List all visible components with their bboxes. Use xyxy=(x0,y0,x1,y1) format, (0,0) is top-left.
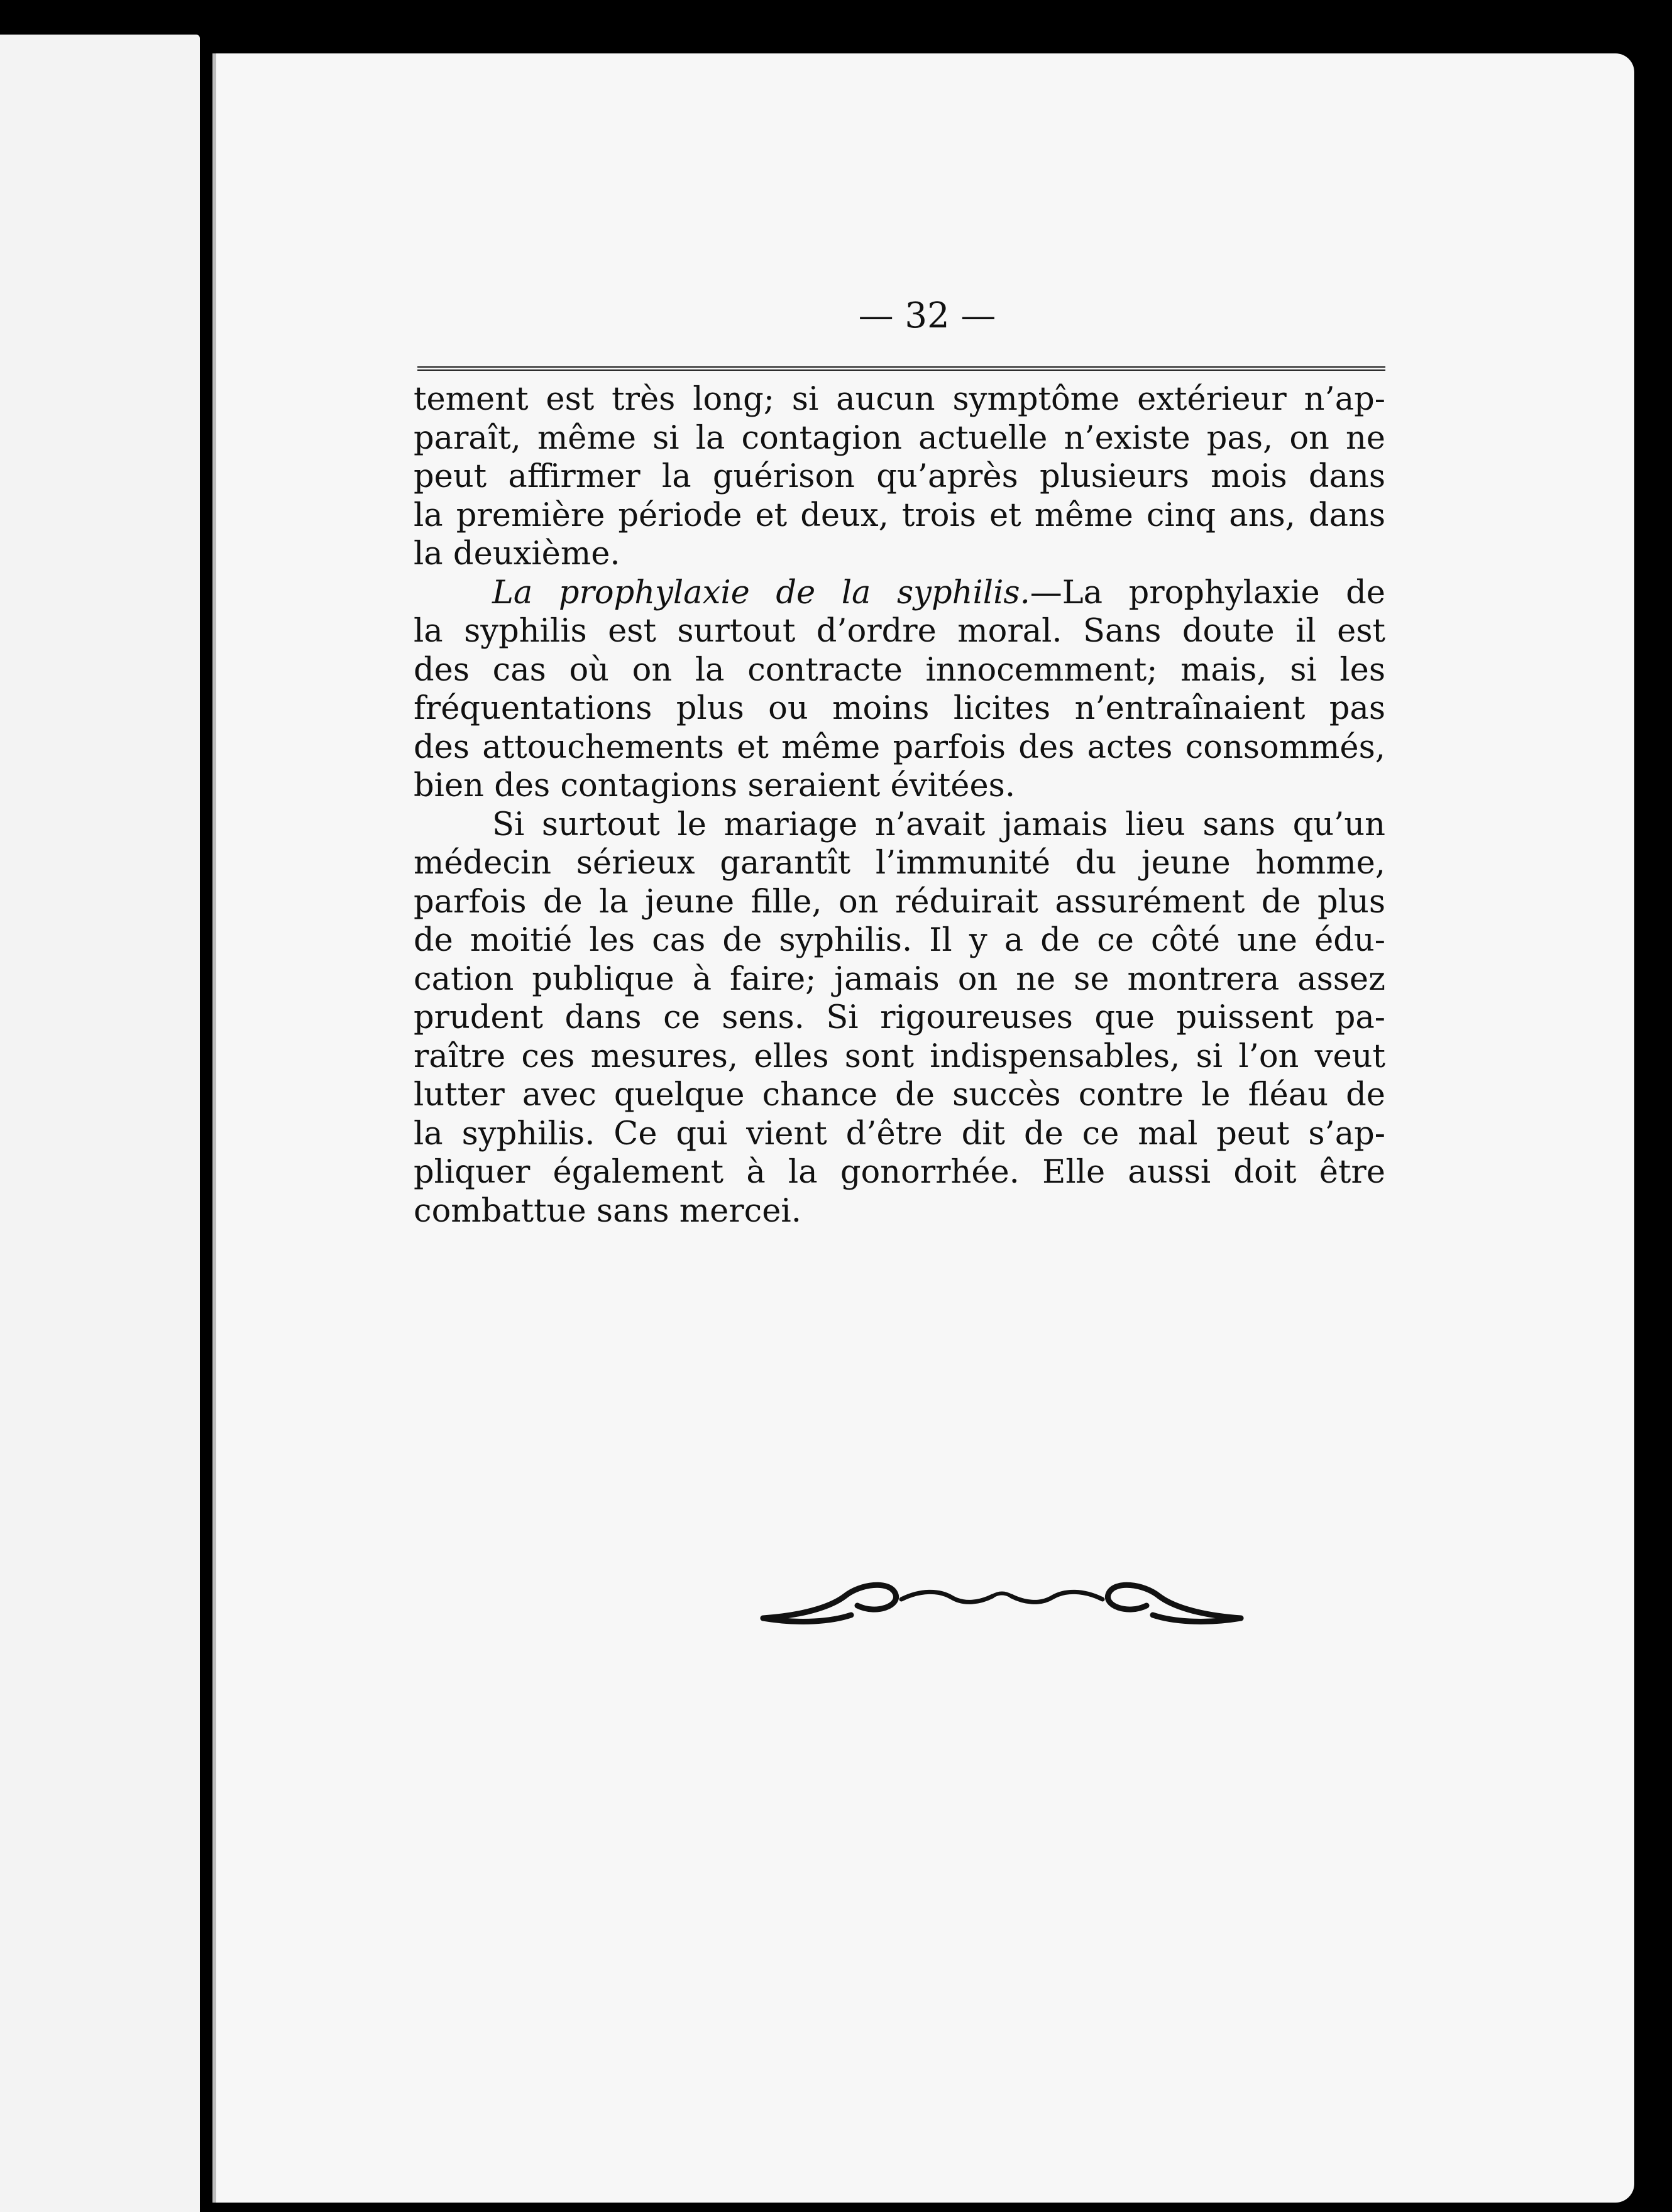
facing-page-edge xyxy=(0,35,200,2212)
scroll-flourish-icon xyxy=(751,1571,1253,1628)
text-line: lutter avec quelque chance de succès contre le fléau de xyxy=(414,1076,1385,1114)
text-line: médecin sérieux garantît l’immunité du jeune homme, xyxy=(414,845,1385,882)
section-heading: La prophylaxie de la syphilis. xyxy=(492,574,1030,611)
text-line: cation publique à faire; jamais on ne se montrera assez xyxy=(414,960,1385,998)
header-rule xyxy=(417,366,1385,371)
text-line: combattue sans mercei. xyxy=(414,1192,801,1230)
text-line: de moitié les cas de syphilis. Il y a de ce côté une édu- xyxy=(414,922,1385,959)
body-text xyxy=(414,380,1385,1230)
text-line: la syphilis. Ce qui vient d’être dit de ce mal peut s’ap- xyxy=(414,1115,1385,1153)
text-line: paraît, même si la contagion actuelle n’existe pas, on ne xyxy=(414,419,1385,457)
text-line: tement est très long; si aucun symptôme extérieur n’ap- xyxy=(414,381,1385,418)
text-line: des attouchements et même parfois des actes consommés, xyxy=(414,728,1385,766)
book-page xyxy=(212,53,1634,2203)
text-line: raître ces mesures, elles sont indispensables, si l’on veut xyxy=(414,1038,1385,1075)
text-line: la syphilis est surtout d’ordre moral. Sans doute il est xyxy=(414,613,1385,650)
page-number: — 32 — xyxy=(858,295,996,336)
text-line: la première période et deux, trois et même cinq ans, dans xyxy=(414,496,1385,534)
text-line: prudent dans ce sens. Si rigoureuses que puissent pa- xyxy=(414,999,1385,1036)
paragraph-first-line xyxy=(414,574,1385,613)
text-line: fréquentations plus ou moins licites n’entraînaient pas xyxy=(414,690,1385,727)
paragraph-first-line: Si surtout le mariage n’avait jamais lieu sans qu’un xyxy=(492,806,1385,843)
text-line: pliquer également à la gonorrhée. Elle aussi doit être xyxy=(414,1154,1385,1191)
text-line: parfois de la jeune fille, on réduirait assurément de plus xyxy=(414,883,1385,921)
text-line: bien des contagions seraient évitées. xyxy=(414,767,1016,804)
text-line: des cas où on la contracte innocemment; mais, si les xyxy=(414,651,1385,689)
text-line: peut affirmer la guérison qu’après plusieurs mois dans xyxy=(414,458,1385,495)
text-fragment: —La prophylaxie de xyxy=(1030,574,1385,611)
text-line: la deuxième. xyxy=(414,535,620,572)
